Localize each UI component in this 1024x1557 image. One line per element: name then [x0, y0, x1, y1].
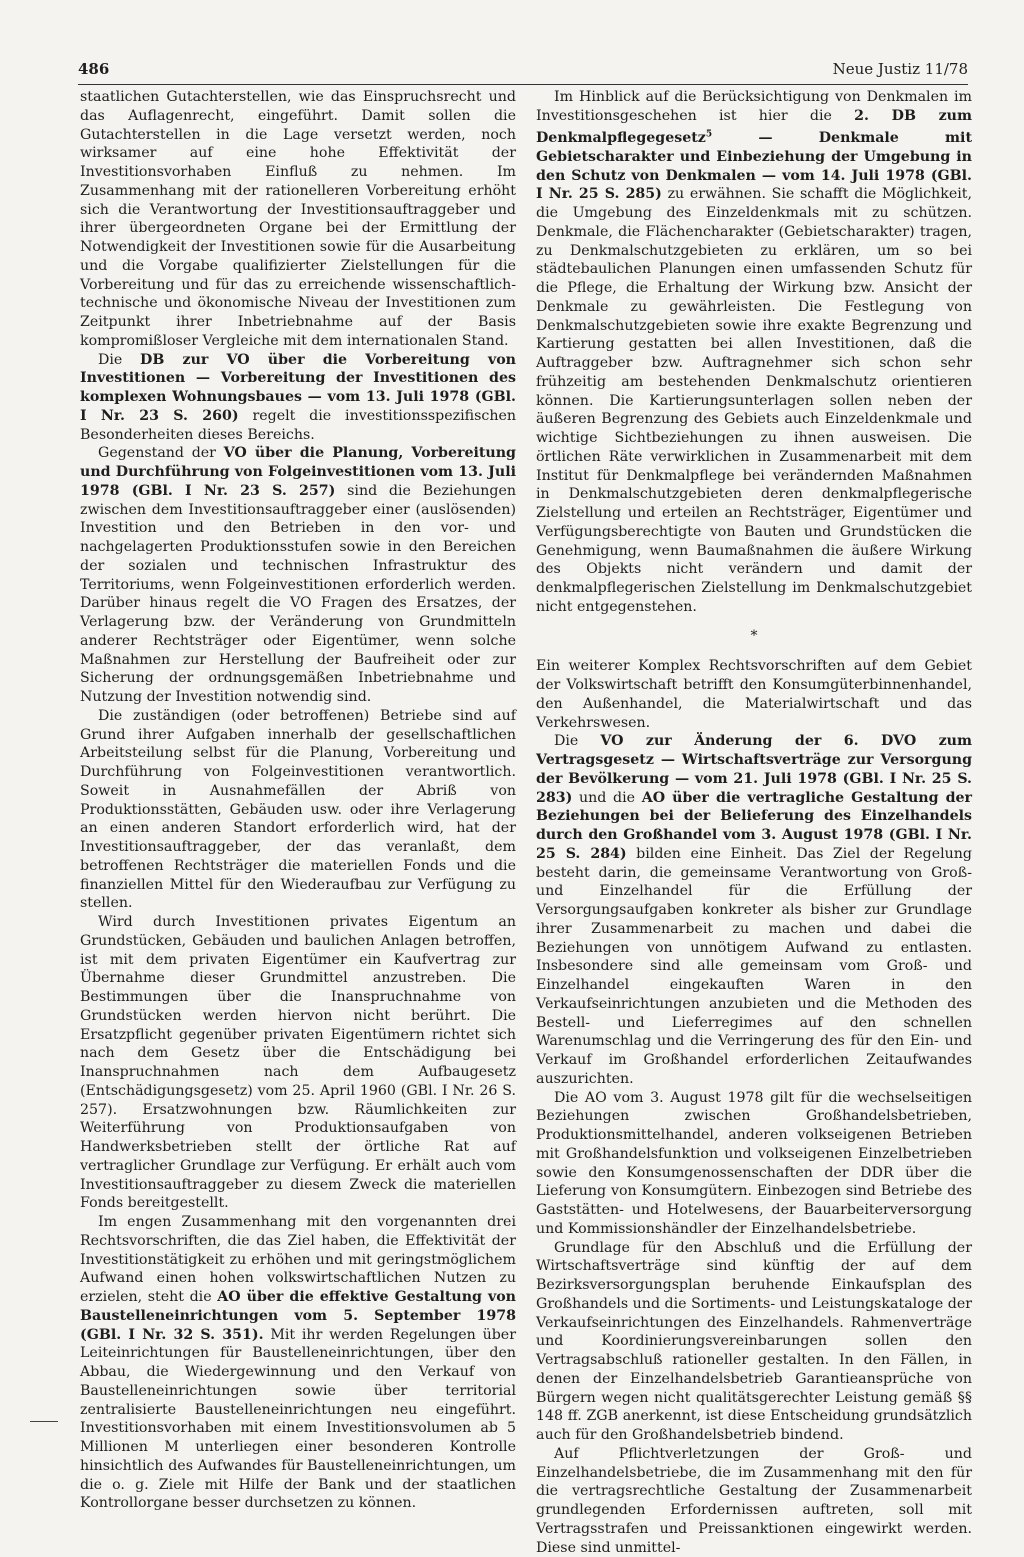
- page-header: [78, 60, 968, 82]
- law-citation: VO über die Planung, Vorbereitung und Durchführung von Folgeinvestitionen vom 13. Juli 1978 (GBl. I Nr. 23 S. 257): [80, 445, 516, 499]
- right-column: [536, 88, 972, 1557]
- journal-issue: Neue Justiz 11/78: [832, 60, 968, 78]
- footnote-ref: 5: [705, 129, 713, 140]
- paragraph: staatlichen Gutachterstellen, wie das Einspruchsrecht und das Auflagenrecht, eingeführt. Damit sollen die Gutachterstellen in die Lage versetzt werden, noch wirksamer auf eine hohe Effektivität der Investitionsvorhaben Einfluß zu nehmen. Im Zusammenhang mit der rationelleren Vorbereitung erhöht sich die Verantwortung der Investitionsauftraggeber und ihrer übergeordneten Organe bei der Ermittlung der Notwendigkeit der Investitionen sowie für die Ausarbeitung und die Vorgabe qualifizierter Zielstellungen für die Vorbereitung und für das zu erreichende wissenschaftlich-technische und ökonomische Niveau der Investitionen zum Zeitpunkt ihrer Inbetriebnahme auf der Basis kompromißloser Vergleiche mit dem internationalen Stand.: [80, 89, 516, 349]
- paragraph: Die AO vom 3. August 1978 gilt für die wechselseitigen Beziehungen zwischen Großhandelsbetrieben, Produktionsmittelhandel, anderen volkseigenen Betrieben mit Großhandelsfunktion und volkseigenen Einzelbetrieben sowie den Konsumgenossenschaften der DDR über die Lieferung von Konsumgütern. Einbezogen sind Betriebe des Gaststätten- und Hotelwesens, der Bauarbeiterversorgung und Kommissionshändler der Einzelhandelsbetriebe.: [536, 1089, 972, 1237]
- law-citation: AO über die effektive Gestaltung von Baustelleneinrichtungen vom 5. September 1978 (GBl. I Nr. 32 S. 351).: [80, 1289, 516, 1343]
- paragraph: Ein weiterer Komplex Rechtsvorschriften auf dem Gebiet der Volkswirtschaft betrifft den Konsumgüterbinnenhandel, den Außenhandel, die Materialwirtschaft und das Verkehrswesen.: [536, 658, 972, 731]
- header-rule: [78, 84, 968, 85]
- paragraph: Grundlage für den Abschluß und die Erfüllung der Wirtschaftsverträge sind künftig der auf dem Bezirksversorgungsplan beruhende Einkaufsplan des Großhandels und die Sortiments- und Leistungskataloge der Verkaufseinrichtungen des Einzelhandels. Rahmenverträge und Koordinierungsvereinbarungen sollen den Vertragsabschluß rationeller gestalten. In den Fällen, in denen der Einzelhandelsbetrieb Garantieansprüche von Bürgern wegen nicht qualitätsgerechter Leistung gemäß §§ 148 ff. ZGB anerkennt, ist diese Entscheidung grundsätzlich auch für den Großhandelsbetrieb bindend.: [536, 1239, 973, 1444]
- page-number: 486: [78, 60, 110, 78]
- paragraph: Auf Pflichtverletzungen der Groß- und Einzelhandelsbetriebe, die im Zusammenhang mit den für die vertragsrechtliche Gestaltung der Zusammenarbeit grundlegenden Erfordernissen auftreten, soll mit Vertragsstrafen und Preissanktionen eingewirkt werden. Diese sind unmittel-: [536, 1445, 972, 1556]
- paragraph: Im Hinblick auf die Berücksichtigung von Denkmalen im Investitionsgeschehen ist hier die 2. DB zum Denkmalpflegegesetz$^5$ — Denkmale mit Gebietscharakter und Einbeziehung der Umgebung in den Schutz von Denkmalen — vom 14. Juli 1978 (GBl. I Nr. 25 S. 285) zu erwähnen. Sie schafft die Möglichkeit, die Umgebung des Einzeldenkmals mit zu schützen. Denkmale, die Flächencharakter (Gebietscharakter) tragen, zu Denkmalschutzgebieten zu erklären, um so bei städtebaulichen Planungen einen umfassenden Schutz für die Pflege, die Erhaltung der Wirkung bzw. Ansicht der Denkmale zu gewährleisten. Die Festlegung von Denkmalschutzgebieten sowie ihre exakte Begrenzung und Kartierung gestatten bei allen Investitionen, daß die Auftraggeber bzw. Auftragnehmer sich schon sehr frühzeitig am bestehenden Denkmalschutz orientieren können. Die Kartierungsunterlagen sollen neben der äußeren Begrenzung des Gebiets auch Einzeldenkmale und wichtige Sichtbeziehungen zu ihnen ausweisen. Die örtlichen Räte verwirklichen in Zusammenarbeit mit dem Institut für Denkmalpflege bei verändernden Maßnahmen in Denkmalschutzgebieten deren denkmalpflegerische Zielstellung und erteilen an Rechtsträger, Eigentümer und Verfügungsberechtigte von Bauten und Grundstücken die Genehmigung, wenn Baumaßnahmen die äußere Wirkung des Objekts nicht verändern und damit der denkmalpflegerischen Zielstellung im Denkmalschutzgebiet nicht entgegenstehen.: [536, 89, 973, 615]
- law-citation: VO zur Änderung der 6. DVO zum Vertragsgesetz — Wirtschaftsverträge zur Versorgung der Bevölkerung — vom 21. Juli 1978 (GBl. I Nr. 25 S. 283): [536, 733, 972, 806]
- section-separator: *: [750, 627, 758, 644]
- paragraph: Die VO zur Änderung der 6. DVO zum Vertragsgesetz — Wirtschaftsverträge zur Versorgung der Bevölkerung — vom 21. Juli 1978 (GBl. I Nr. 25 S. 283) und die AO über die vertragliche Gestaltung der Beziehungen bei der Belieferung des Einzelhandels durch den Großhandel vom 3. August 1978 (GBl. I Nr. 25 S. 284) bilden eine Einheit. Das Ziel der Regelung besteht darin, die gemeinsame Verantwortung von Groß- und Einzelhandel für die Erfüllung der Versorgungsaufgaben konkreter als bisher zur Grundlage ihrer Zusammenarbeit zu machen und dabei die Beziehungen von unnötigem Aufwand zu entlasten. Insbesondere sind alle gemeinsam vom Groß- und Einzelhandel eingekauften Waren in den Verkaufseinrichtungen anzubieten und die Methoden des Bestell- und Lieferregimes auf den schnellen Warenumschlag und die Verringerung des für den Ein- und Verkauf im Großhandel erforderlichen Zeitaufwandes auszurichten.: [536, 733, 973, 1087]
- paragraph: Wird durch Investitionen privates Eigentum an Grundstücken, Gebäuden und baulichen Anlagen betroffen, ist mit dem privaten Eigentümer ein Kaufvertrag zur Übernahme dieser Grundmittel anzustreben. Die Bestimmungen über die Inanspruchnahme von Grundstücken werden hiervon nicht berührt. Die Ersatzpflicht gegenüber privaten Eigentümern richtet sich nach dem Gesetz über die Entschädigung bei Inanspruchnahmen nach dem Aufbaugesetz (Entschädigungsgesetz) vom 25. April 1960 (GBl. I Nr. 26 S. 257). Ersatzwohnungen bzw. Räumlichkeiten zur Weiterführung von Produktionsaufgaben von Handwerksbetrieben stellt der örtliche Rat auf vertraglicher Grundlage zur Verfügung. Er erhält auch vom Investitionsauftraggeber zu diesem Zweck die materiellen Fonds bereitgestellt.: [80, 914, 516, 1212]
- law-citation: AO über die vertragliche Gestaltung der Beziehungen bei der Belieferung des Einzelhandels durch den Großhandel vom 3. August 1978 (GBl. I Nr. 25 S. 284): [536, 789, 973, 862]
- law-citation: DB zur VO über die Vorbereitung von Investitionen — Vorbereitung der Investitionen des komplexen Wohnungsbaues — vom 13. Juli 1978 (GBl. I Nr. 23 S. 260): [80, 351, 516, 424]
- left-column: [80, 88, 516, 1513]
- paragraph: Die zuständigen (oder betroffenen) Betriebe sind auf Grund ihrer Aufgaben innerhalb der gesellschaftlichen Arbeitsteilung selbst für die Planung, Vorbereitung und Durchführung von Folgeinvestitionen verantwortlich. Soweit in Ausnahmefällen der Abriß von Produktionsstätten, Gebäuden usw. oder ihre Verlagerung an einen anderen Standort erforderlich wird, hat der Investitionsauftraggeber, der das veranlaßt, dem betroffenen Rechtsträger die materiellen Fonds und die finanziellen Mittel für den Wiederaufbau zur Verfügung zu stellen.: [80, 707, 516, 912]
- paragraph: Die DB zur VO über die Vorbereitung von Investitionen — Vorbereitung der Investitionen des komplexen Wohnungsbaues — vom 13. Juli 1978 (GBl. I Nr. 23 S. 260) regelt die investitionsspezifischen Besonderheiten dieses Bereichs.: [80, 351, 516, 443]
- law-citation: 2. DB zum Denkmalpflegegesetz$^5$ — Denkmale mit Gebietscharakter und Einbeziehung der Umgebung in den Schutz von Denkmalen — vom 14. Juli 1978 (GBl. I Nr. 25 S. 285): [536, 107, 972, 203]
- margin-mark: [30, 1421, 58, 1422]
- paragraph: Gegenstand der VO über die Planung, Vorbereitung und Durchführung von Folgeinvestitionen vom 13. Juli 1978 (GBl. I Nr. 23 S. 257) sind die Beziehungen zwischen dem Investitionsauftraggeber einer (auslösenden) Investition und den Betrieben in den vor- und nachgelagerten Produktionsstufen sowie in den Bereichen der sozialen und technischen Infrastruktur des Territoriums, wenn Folgeinvestitionen erforderlich werden. Darüber hinaus regelt die VO Fragen des Ersatzes, der Verlagerung bzw. der Veränderung von Grundmitteln anderer Rechtsträger oder Eigentümer, wenn solche Maßnahmen zur Herstellung der Baufreiheit oder zur Sicherung der ordnungsgemäßen Inbetriebnahme und Nutzung der Investition notwendig sind.: [80, 445, 516, 705]
- paragraph: Im engen Zusammenhang mit den vorgenannten drei Rechtsvorschriften, die das Ziel haben, die Effektivität der Investitionstätigkeit zu erhöhen und mit geringstmöglichem Aufwand einen hohen volkswirtschaftlichen Nutzen zu erzielen, steht die AO über die effektive Gestaltung von Baustelleneinrichtungen vom 5. September 1978 (GBl. I Nr. 32 S. 351). Mit ihr werden Regelungen über Leiteinrichtungen für Baustelleneinrichtungen, über den Abbau, die Wiedergewinnung und den Verkauf von Baustelleneinrichtungen sowie über territorial zentralisierte Baustelleneinrichtungen neu eingeführt. Investitionsvorhaben mit einem Investitionsvolumen ab 5 Millionen M unterliegen einer besonderen Kontrolle hinsichtlich des Aufwandes für Baustelleneinrichtungen, um die o. g. Ziele mit Hilfe der Bank und der staatlichen Kontrollorgane besser durchsetzen zu können.: [80, 1214, 516, 1512]
